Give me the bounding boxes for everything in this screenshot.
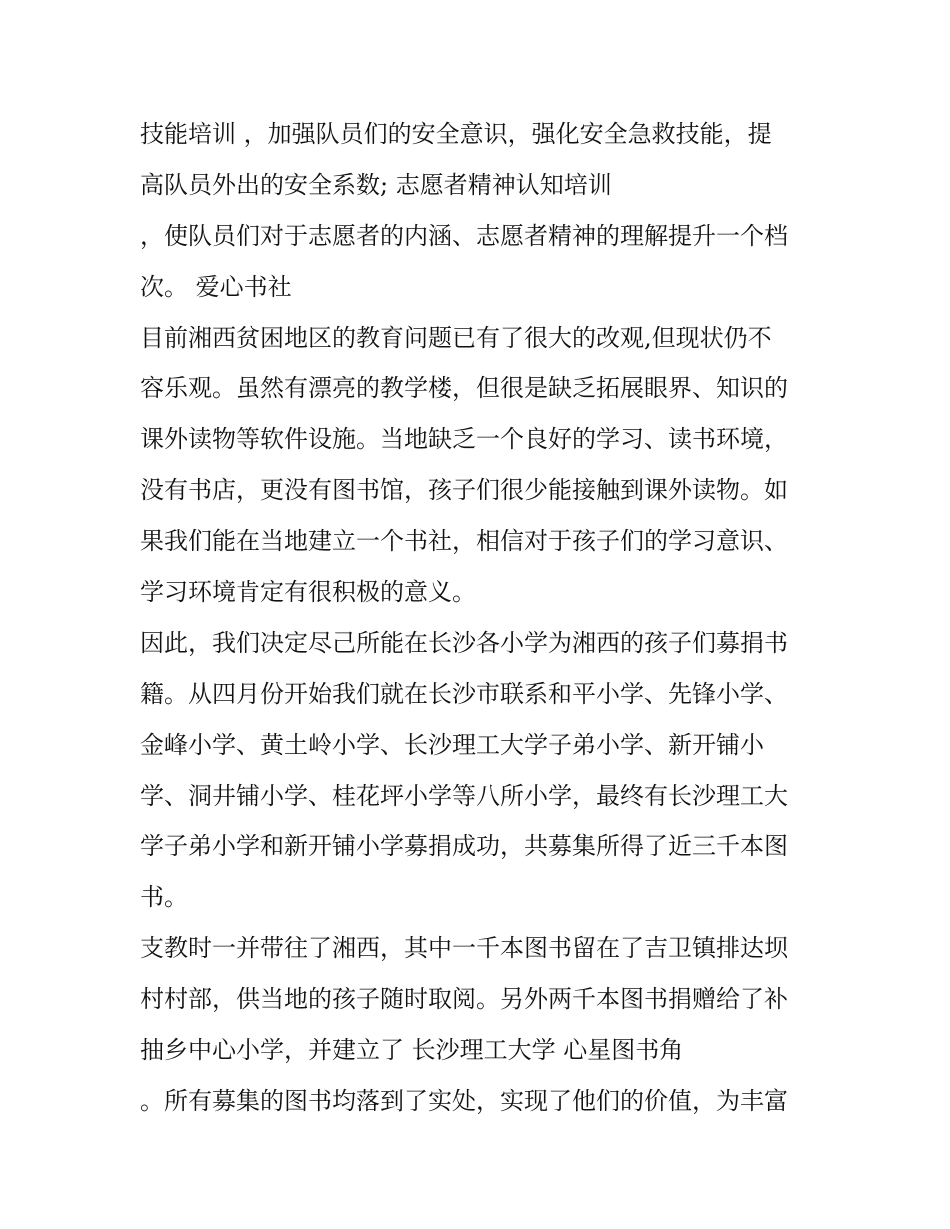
text-line: 学、洞井铺小学、桂花坪小学等八所小学，最终有长沙理工大 — [140, 781, 788, 810]
text-line: 容乐观。虽然有漂亮的教学楼，但很是缺乏拓展眼界、知识的 — [140, 374, 788, 403]
text-line: 金峰小学、黄土岭小学、长沙理工大学子弟小学、新开铺小 — [140, 730, 764, 759]
text-line: 支教时一并带往了湘西，其中一千本图书留在了吉卫镇排达坝 — [140, 934, 788, 963]
text-line: ，使队员们对于志愿者的内涵、志愿者精神的理解提升一个档 — [140, 221, 788, 250]
text-line: 。所有募集的图书均落到了实处，实现了他们的价值，为丰富 — [140, 1086, 788, 1115]
text-line: 学子弟小学和新开铺小学募捐成功，共募集所得了近三千本图 — [140, 832, 788, 861]
text-line: 果我们能在当地建立一个书社，相信对于孩子们的学习意识、 — [140, 527, 788, 556]
body-text — [140, 109, 820, 1127]
text-line: 学习环境肯定有很积极的意义。 — [140, 578, 476, 607]
text-line: 抽乡中心小学，并建立了 长沙理工大学 心星图书角 — [140, 1036, 684, 1065]
text-line: 课外读物等软件设施。当地缺乏一个良好的学习、读书环境， — [140, 425, 788, 454]
text-line: 村村部，供当地的孩子随时取阅。另外两千本图书捐赠给了补 — [140, 985, 788, 1014]
text-line: 目前湘西贫困地区的教育问题已有了很大的改观,但现状仍不 — [140, 323, 772, 352]
text-line: 书。 — [140, 883, 188, 912]
text-line: 因此，我们决定尽己所能在长沙各小学为湘西的孩子们募捐书 — [140, 628, 788, 657]
text-line: 籍。从四月份开始我们就在长沙市联系和平小学、先锋小学、 — [140, 679, 788, 708]
text-line: 高队员外出的安全系数; 志愿者精神认知培训 — [140, 170, 612, 199]
text-line: 没有书店，更没有图书馆，孩子们很少能接触到课外读物。如 — [140, 476, 788, 505]
text-line: 技能培训 ，加强队员们的安全意识，强化安全急救技能，提 — [140, 120, 772, 148]
text-line: 次。 爱心书社 — [140, 272, 292, 301]
